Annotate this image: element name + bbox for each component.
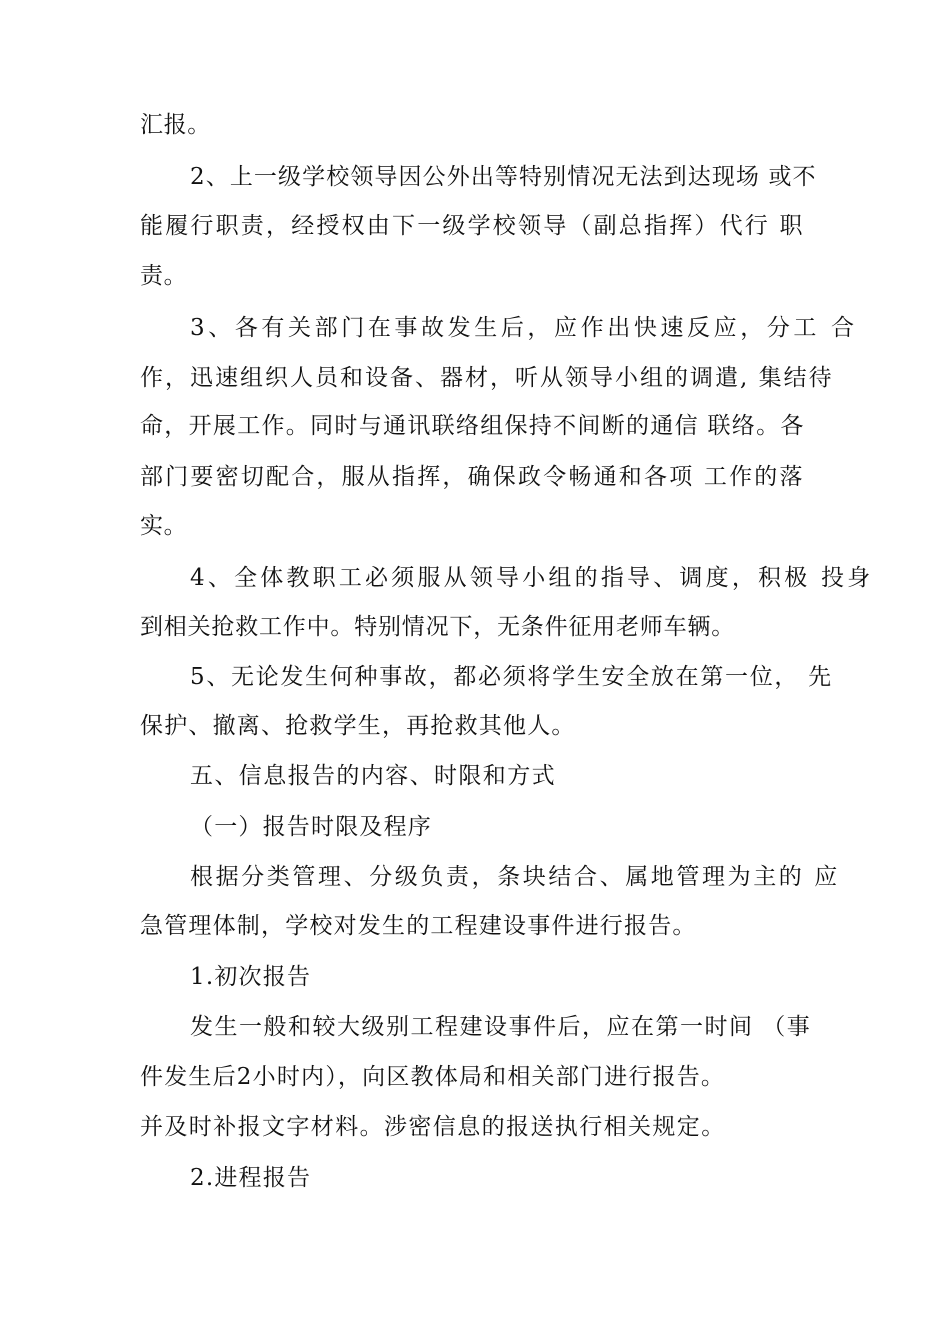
text-line: 发生一般和较大级别工程建设事件后，应在第一时间 （事 (190, 1014, 812, 1040)
text-line: 件发生后2小时内），向区教体局和相关部门进行报告。 (140, 1064, 726, 1090)
text-line: 急管理体制，学校对发生的工程建设事件进行报告。 (140, 913, 697, 939)
text-line: 能履行职责，经授权由下一级学校领导（副总指挥）代行 职 (140, 213, 805, 239)
section-heading: 五、信息报告的内容、时限和方式 (190, 763, 556, 789)
text-line: 到相关抢救工作中。特别情况下，无条件征用老师车辆。 (140, 614, 735, 640)
text-line: 保护、撤离、抢救学生，再抢救其他人。 (140, 713, 576, 739)
text-line: 根据分类管理、分级负责，条块结合、属地管理为主的 应 (190, 864, 840, 890)
text-line: 实。 (140, 513, 188, 539)
text-line: 并及时补报文字材料。涉密信息的报送执行相关规定。 (140, 1114, 726, 1140)
text-line: 5、无论发生何种事故，都必须将学生安全放在第一位， 先 (190, 664, 833, 690)
text-line: 4、全体教职工必须服从领导小组的指导、调度，积极 投身 (190, 565, 874, 591)
text-line: 汇报。 (140, 112, 211, 138)
subsection-heading: （一）报告时限及程序 (190, 814, 432, 840)
text-line: 作，迅速组织人员和设备、器材，听从领导小组的调遣, 集结待 (140, 365, 834, 391)
text-line: 3、各有关部门在事故发生后，应作出快速反应，分工 合 (190, 315, 858, 341)
subsection-heading: 1.初次报告 (190, 964, 312, 990)
subsection-heading: 2.进程报告 (190, 1165, 312, 1191)
text-line: 2、上一级学校领导因公外出等特别情况无法到达现场 或不 (190, 164, 817, 190)
text-line: 责。 (140, 263, 188, 289)
text-line: 部门要密切配合，服从指挥，确保政令畅通和各项 工作的落 (140, 464, 805, 490)
text-line: 命，开展工作。同时与通讯联络组保持不间断的通信 联络。各 (140, 413, 805, 439)
